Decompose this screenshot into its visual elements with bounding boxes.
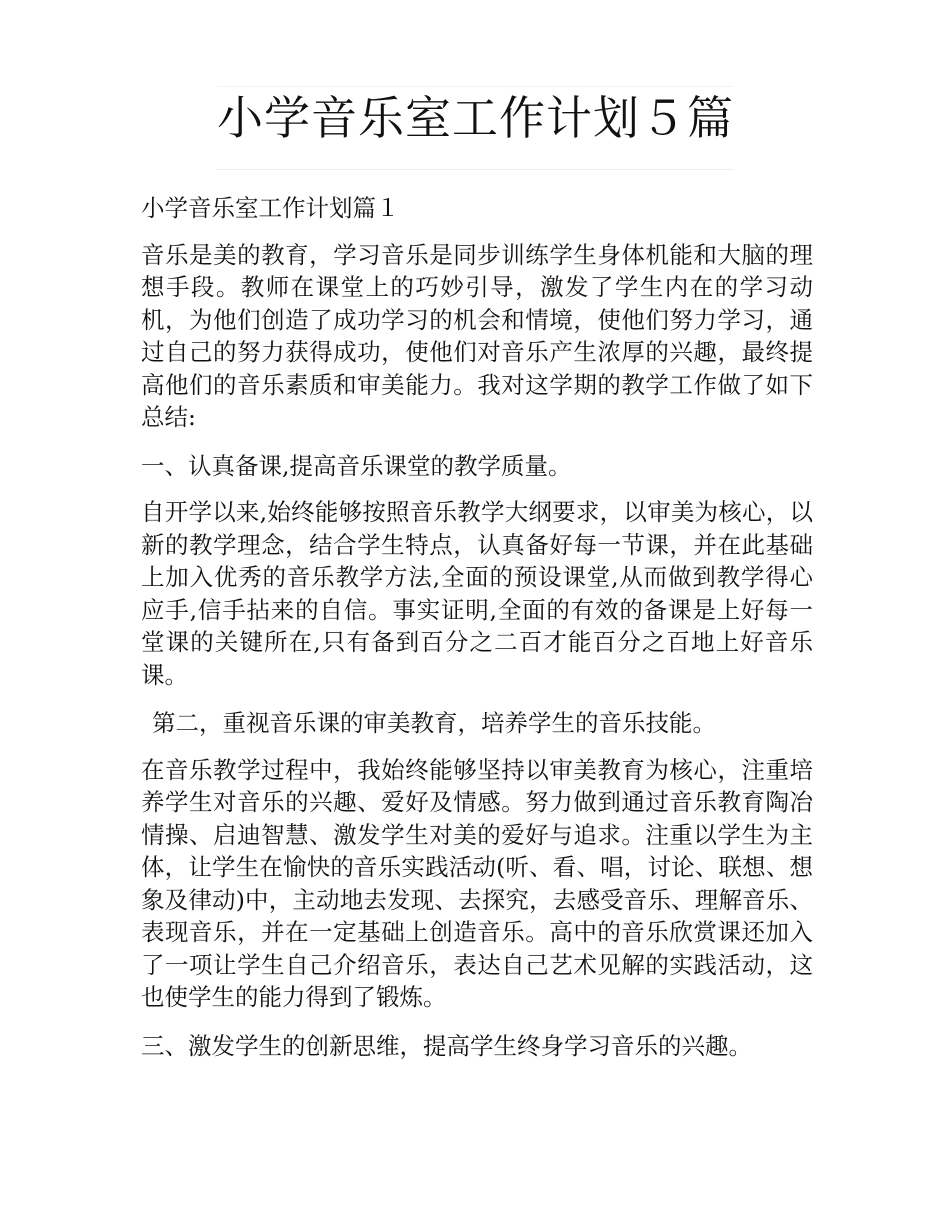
document-body <box>141 192 813 1076</box>
paragraph: 在音乐教学过程中，我始终能够坚持以审美教育为核心，注重培养学生对音乐的兴趣、爱好及情感。努力做到通过音乐教育陶冶情操、启迪智慧、激发学生对美的爱好与追求。注重以学生为主体，让学生在愉快的音乐实践活动(听、看、唱，讨论、联想、想象及律动)中，主动地去发现、去探究，去感受音乐、理解音乐、表现音乐，并在一定基础上创造音乐。高中的音乐欣赏课还加入了一项让学生自己介绍音乐，表达自己艺术见解的实践活动，这也使学生的能力得到了锻炼。 <box>141 755 813 1011</box>
title-box <box>217 86 733 170</box>
section-heading: 第二，重视音乐课的审美教育，培养学生的音乐技能。 <box>152 709 716 737</box>
section-heading: 一、认真备课,提高音乐课堂的教学质量。 <box>141 451 572 480</box>
section-heading: 小学音乐室工作计划篇１ <box>141 194 400 222</box>
paragraph: 音乐是美的教育，学习音乐是同步训练学生身体机能和大脑的理想手段。教师在课堂上的巧妙引导，激发了学生内在的学习动机，为他们创造了成功学习的机会和情境，使他们努力学习，通过自己的努力获得成功，使他们对音乐产生浓厚的兴趣，最终提高他们的音乐素质和审美能力。我对这学期的教学工作做了如下总结: <box>141 240 813 431</box>
section-heading: 三、激发学生的创新思维，提高学生终身学习音乐的兴趣。 <box>141 1031 752 1060</box>
paragraph: 自开学以来,始终能够按照音乐教学大纲要求，以审美为核心，以新的教学理念，结合学生特点，认真备好每一节课，并在此基础上加入优秀的音乐教学方法,全面的预设课堂,从而做到教学得心应手,信手拈来的自信。事实证明,全面的有效的备课是上好每一堂课的关键所在,只有备到百分之二百才能百分之百地上好音乐课。 <box>141 498 813 689</box>
document-title: 小学音乐室工作计划５篇 <box>217 91 734 145</box>
